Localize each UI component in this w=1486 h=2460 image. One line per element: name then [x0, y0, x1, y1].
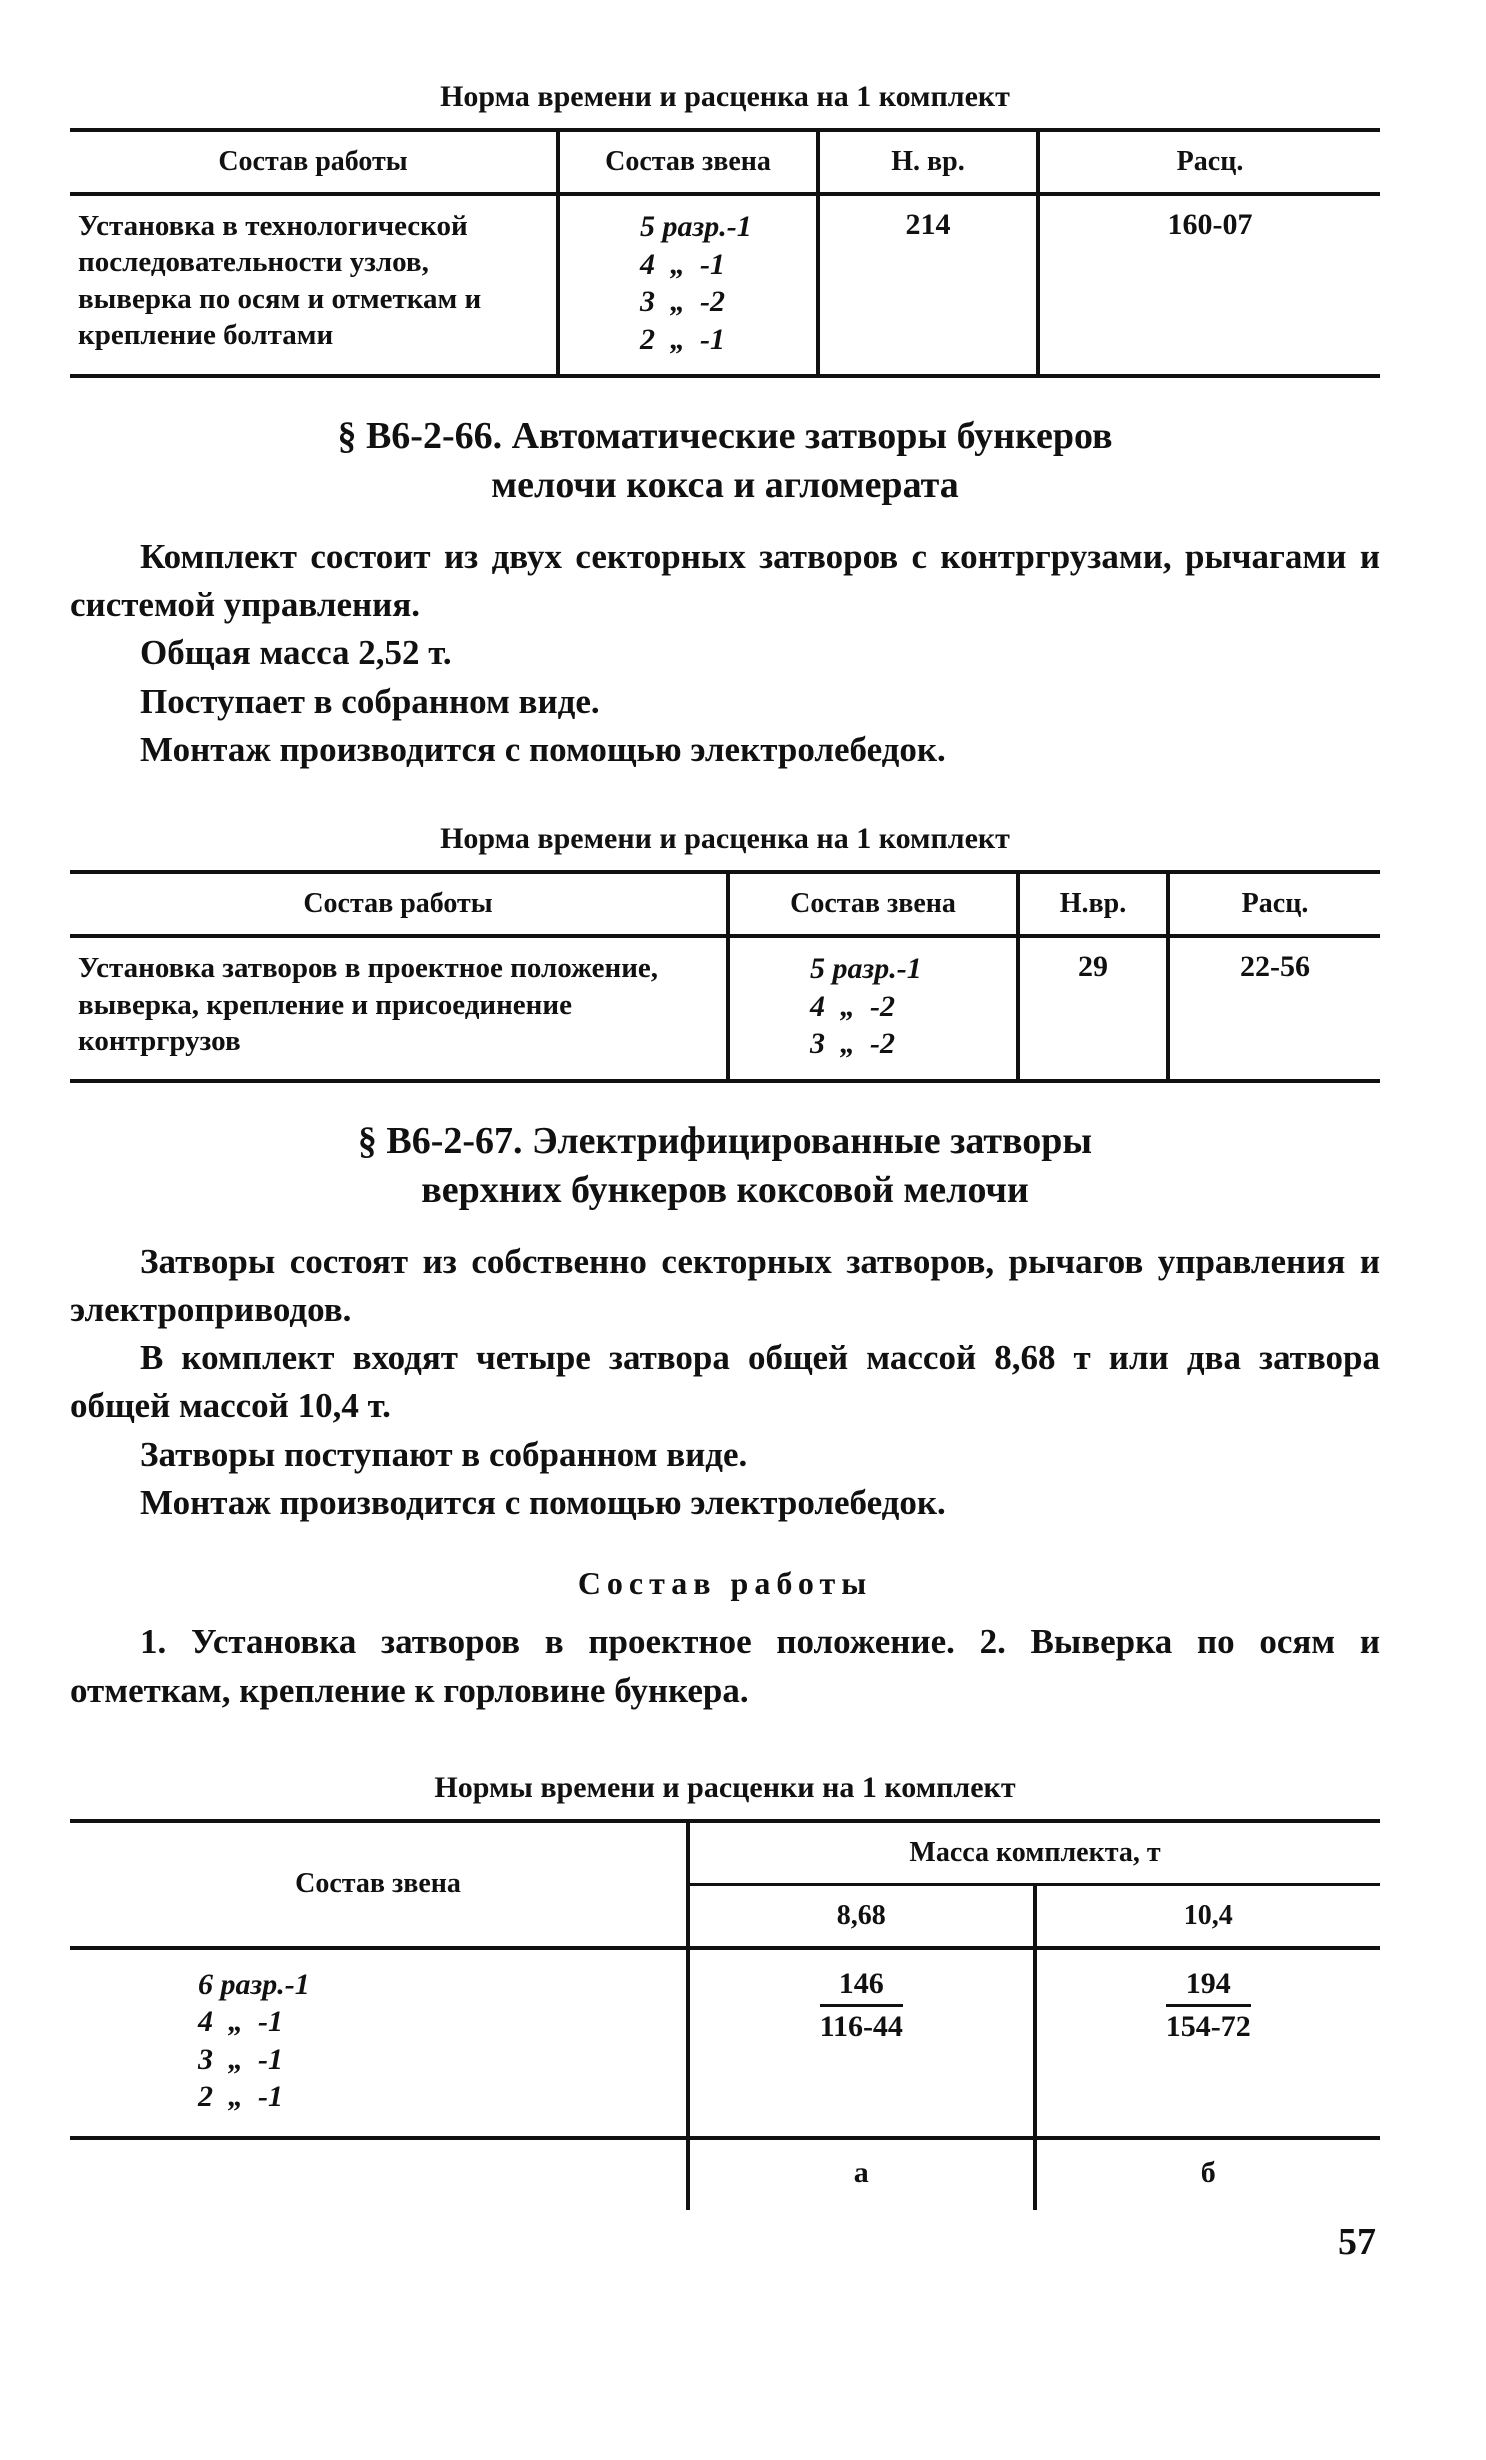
crew-line: 5 разр.-1	[640, 210, 752, 243]
crew-line: 3 „ -2	[640, 285, 725, 318]
section66-paragraph: Монтаж производится с помощью электролебедок.	[140, 729, 946, 769]
section66-paragraph: Поступает в собранном виде.	[140, 681, 600, 721]
table-row	[70, 936, 1380, 1081]
table3-letter-b: б	[1035, 2138, 1380, 2210]
section67-paragraph: Монтаж производится с помощью электролебедок.	[140, 1483, 946, 1523]
table1-work: Установка в технологической последовательности узлов, выверка по осям и отметкам и крепление болтами	[70, 194, 558, 376]
work-composition-heading: Состав работы	[577, 1565, 873, 1602]
table1	[70, 128, 1380, 378]
document-page	[70, 80, 1380, 2210]
table3-header-mass: Масса комплекта, т	[688, 1821, 1380, 1885]
table2-work: Установка затворов в проектное положение, выверка, крепление и присоединение контргрузов	[70, 936, 728, 1081]
norm-price-fraction	[1166, 1966, 1251, 2045]
section66-paragraph: Общая масса 2,52 т.	[140, 633, 452, 673]
work-composition-text: 1. Установка затворов в проектное положение. 2. Выверка по осям и отметкам, крепление к горловине бункера.	[70, 1622, 1380, 1710]
crew-line: 4 „ -1	[640, 247, 725, 281]
table2-header-row	[70, 872, 1380, 936]
crew-line: 4 „ -1	[198, 2005, 283, 2039]
table-row	[70, 1948, 1380, 2138]
table3-mass-col: 10,4	[1035, 1884, 1380, 1948]
table3-caption: Нормы времени и расценки на 1 комплект	[434, 1770, 1016, 1804]
table1-header-row	[70, 130, 1380, 194]
norm-value: 146	[820, 1966, 903, 2007]
section67-paragraph: Затворы состоят из собственно секторных затворов, рычагов управления и электроприводов.	[70, 1241, 1380, 1329]
table3-letter-a: а	[688, 2138, 1035, 2210]
table3-crew	[70, 1948, 688, 2138]
section67-paragraph: Затворы поступают в собранном виде.	[140, 1434, 748, 1474]
table1-caption: Норма времени и расценка на 1 комплект	[440, 80, 1010, 113]
table3-header-row	[70, 1821, 1380, 1885]
table3-mass-col: 8,68	[688, 1884, 1035, 1948]
crew-line: 3 „ -1	[198, 2042, 283, 2076]
crew-line: 2 „ -1	[198, 2080, 283, 2114]
table2-caption: Норма времени и расценка на 1 комплект	[440, 822, 1010, 856]
crew-list	[198, 1966, 310, 2116]
table1-norm: 214	[818, 194, 1038, 376]
section66-heading-line1: § В6-2-66. Автоматические затворы бункеров	[337, 415, 1113, 457]
crew-line: 6 разр.-1	[198, 1967, 310, 2001]
section67-paragraph: В комплект входят четыре затвора общей массой 8,68 т или два затвора общей массой 10,4 т.	[70, 1338, 1380, 1426]
table1-header-crew: Состав звена	[558, 130, 818, 194]
section67-heading	[70, 1117, 1380, 1216]
table2-norm: 29	[1018, 936, 1168, 1081]
section67-heading-line2: верхних бункеров коксовой мелочи	[421, 1169, 1029, 1212]
table3-value-b	[1035, 1948, 1380, 2138]
table3-header-crew: Состав звена	[70, 1821, 688, 1948]
table3-letter-empty	[70, 2138, 688, 2210]
table3-letter-row	[70, 2138, 1380, 2210]
table-row	[70, 194, 1380, 376]
table2-crew	[728, 936, 1018, 1081]
section67-heading-line1: § В6-2-67. Электрифицированные затворы	[357, 1119, 1093, 1162]
table3-value-a	[688, 1948, 1035, 2138]
section66-heading-line2: мелочи кокса и агломерата	[491, 464, 959, 507]
table2-header-price: Расц.	[1168, 872, 1380, 936]
table2-header-crew: Состав звена	[728, 872, 1018, 936]
table3	[70, 1819, 1380, 2210]
section66-heading	[70, 412, 1380, 511]
price-value: 116-44	[819, 2009, 903, 2043]
table1-price: 160-07	[1038, 194, 1380, 376]
crew-line: 3 „ -2	[810, 1027, 895, 1061]
price-value: 154-72	[1165, 2009, 1251, 2043]
crew-line: 5 разр.-1	[810, 952, 922, 986]
norm-price-fraction	[820, 1966, 903, 2045]
table2-header-norm: Н.вр.	[1018, 872, 1168, 936]
table2	[70, 870, 1380, 1083]
table1-header-price: Расц.	[1038, 130, 1380, 194]
table1-crew	[558, 194, 818, 376]
crew-line: 4 „ -2	[810, 989, 895, 1023]
norm-value: 194	[1166, 1966, 1251, 2007]
table1-header-work: Состав работы	[70, 130, 558, 194]
page-number: 57	[1338, 2221, 1376, 2263]
table2-header-work: Состав работы	[70, 872, 728, 936]
section66-paragraph: Комплект состоит из двух секторных затворов с контргрузами, рычагами и системой управления.	[70, 536, 1380, 625]
table1-header-norm: Н. вр.	[818, 130, 1038, 194]
crew-line: 2 „ -1	[640, 322, 725, 356]
table2-price: 22-56	[1168, 936, 1380, 1081]
